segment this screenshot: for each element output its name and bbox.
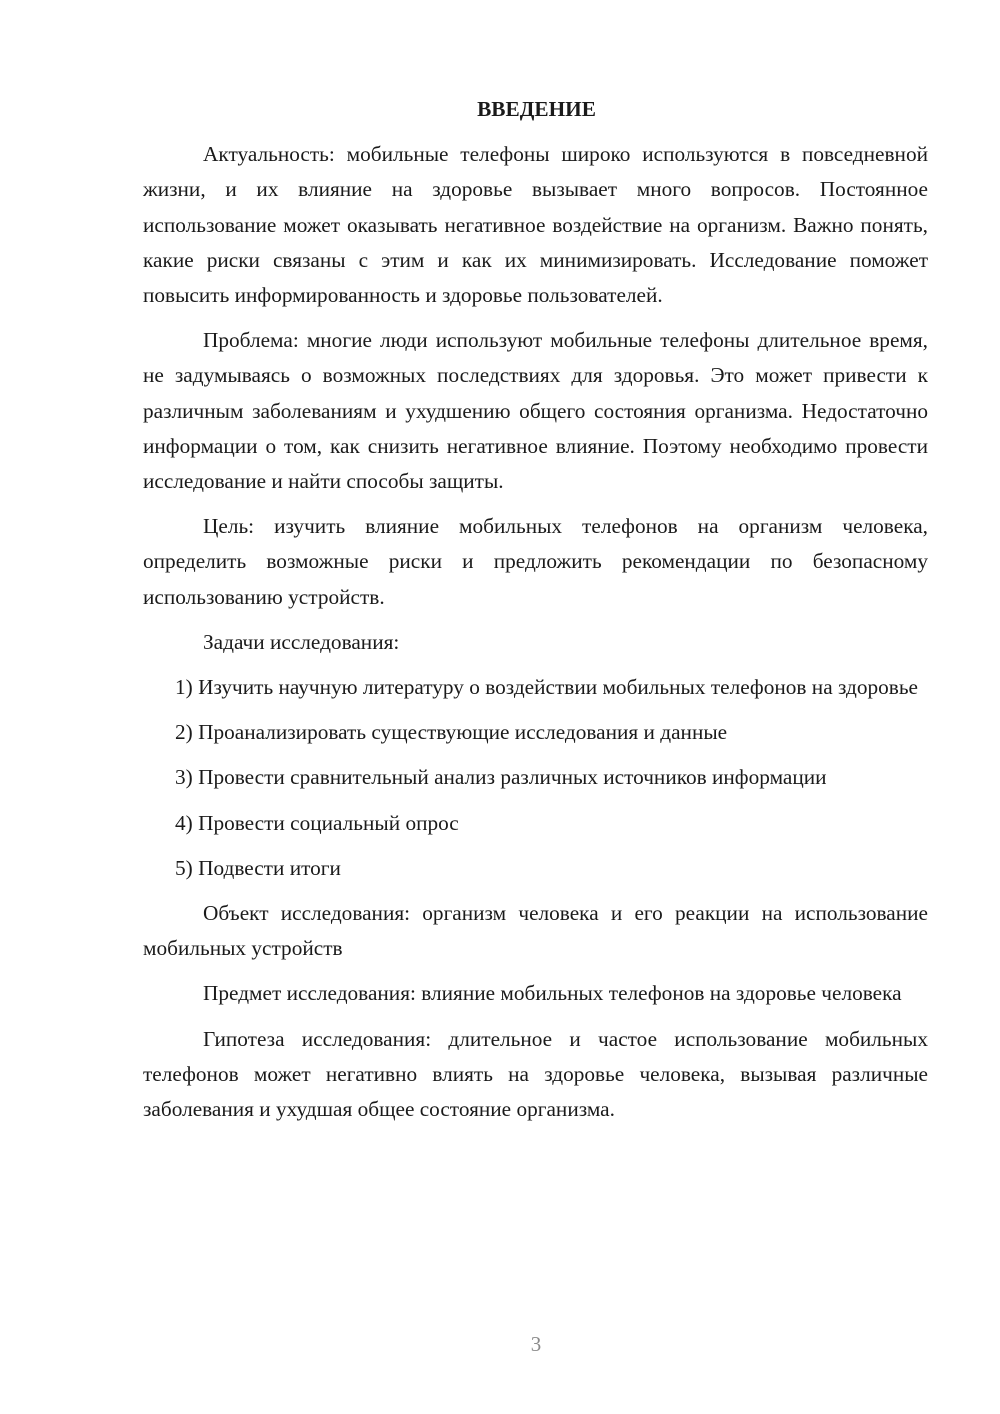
paragraph-relevance: Актуальность: мобильные телефоны широко используются в повседневной жизни, и их влияние на здоровье вызывает много вопросов. Постоянное использование может оказывать негативное воздействие на организм. Важно понять, какие риски связаны с этим и как их минимизировать. Исследование поможет повысить информированность и здоровье пользователей. [143, 142, 928, 308]
task-item-5: 5) Подвести итоги [175, 855, 341, 880]
task-item-4: 4) Провести социальный опрос [175, 810, 459, 835]
paragraph-subject: Предмет исследования: влияние мобильных телефонов на здоровье человека [203, 981, 902, 1006]
paragraph-hypothesis: Гипотеза исследования: длительное и частое использование мобильных телефонов может негативно влиять на здоровье человека, вызывая различные заболевания и ухудшая общее состояние организма. [143, 1026, 928, 1122]
document-page [143, 92, 928, 1137]
paragraph-object: Объект исследования: организм человека и его реакции на использование мобильных устройств [143, 901, 928, 961]
task-item-2: 2) Проанализировать существующие исследования и данные [175, 720, 728, 745]
section-title: ВВЕДЕНИЕ [477, 97, 596, 121]
paragraph-problem: Проблема: многие люди используют мобильные телефоны длительное время, не задумываясь о возможных последствиях для здоровья. Это может привести к различным заболеваниям и ухудшению общего состояния организма. Недостаточно информации о том, как снизить негативное влияние. Поэтому необходимо провести исследование и найти способы защиты. [143, 328, 928, 494]
paragraph-goal: Цель: изучить влияние мобильных телефонов на организм человека, определить возможные риски и предложить рекомендации по безопасному использованию устройств. [143, 514, 928, 609]
task-item-3: 3) Провести сравнительный анализ различных источников информации [175, 765, 827, 790]
task-item-1: 1) Изучить научную литературу о воздействии мобильных телефонов на здоровье [175, 675, 918, 700]
paragraph-tasks-heading: Задачи исследования: [203, 629, 400, 654]
page-number: 3 [530, 1332, 542, 1356]
